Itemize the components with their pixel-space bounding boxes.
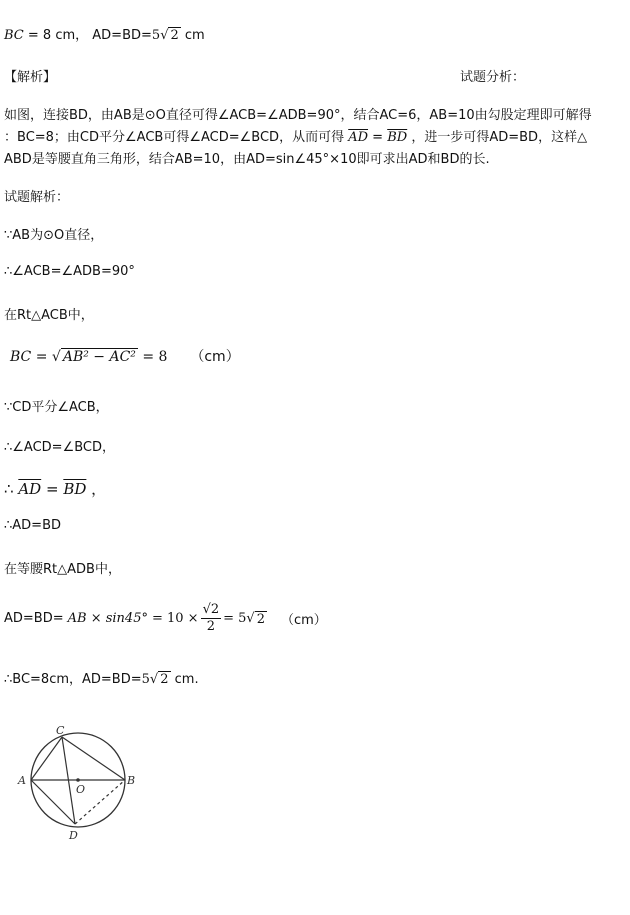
step-6: ∴∠ACD=∠BCD，: [4, 440, 116, 455]
step-11-radicand: 2: [160, 672, 169, 687]
step-7-comma: ，: [91, 480, 107, 498]
step-7-therefore: ∴: [4, 480, 14, 498]
step-4-sqrt-symbol: √: [51, 349, 61, 365]
step-7-arc-bd: $\overline{BD}$: [63, 480, 87, 498]
step-10-eq2: = 5: [223, 611, 247, 626]
answer-bc-value: = 8 cm，: [27, 28, 89, 43]
step-10-formula: [4, 602, 327, 635]
label-a: A: [18, 774, 26, 787]
analysis-arc-ad: $\overline{AD}$: [348, 130, 369, 145]
step-10-numerator: √2: [202, 602, 220, 617]
segment-ad: [31, 780, 75, 824]
step-4-formula: [10, 346, 240, 366]
step-9: 在等腰Rt△ADB中，: [4, 562, 121, 577]
step-5: ∵CD平分∠ACB，: [4, 400, 109, 415]
label-c: C: [56, 724, 65, 737]
step-10-unit: （cm）: [281, 613, 327, 628]
analysis-arc-bd: $\overline{BD}$: [387, 130, 408, 145]
step-10-sqrt-symbol: √: [246, 611, 255, 626]
step-7-equals: =: [45, 480, 59, 498]
label-o: O: [76, 783, 86, 796]
step-10-prefix: AD=BD=: [4, 611, 64, 626]
step-10-eq1: = 10 ×: [151, 611, 199, 626]
segment-cb: [62, 737, 125, 780]
jiexi-heading: 【解析】: [4, 70, 57, 85]
answer-line: [4, 24, 205, 43]
step-7-arc-ad: $\overline{AD}$: [18, 480, 42, 498]
label-d: D: [69, 829, 78, 842]
answer-adbd-coef: 5: [151, 28, 161, 43]
step-11: [4, 668, 199, 687]
label-b: B: [127, 774, 136, 787]
shiti-fenxi-heading: 试题分析：: [460, 70, 526, 85]
analysis-line-1: 如图，连接BD，由AB是⊙O直径可得∠ACB=∠ADB=90°，结合AC=6，AB=10由勾股定理即可解得: [4, 108, 592, 123]
step-4-unit: （cm）: [190, 349, 240, 365]
answer-adbd-radicand: 2: [170, 28, 179, 43]
step-4-result: = 8: [142, 349, 168, 365]
analysis-line-3: ABD是等腰直角三角形，结合AB=10，由AD=sin∠45°×10即可求出AD和BD的长.: [4, 152, 490, 167]
step-1: ∵AB为⊙O直径，: [4, 228, 104, 243]
circle-geometry-diagram: [10, 718, 160, 848]
analysis-line-2-end: ，进一步可得AD=BD，这样△: [411, 130, 588, 145]
step-10-fraction: [201, 602, 222, 635]
center-point-o: [76, 778, 80, 782]
analysis-line-2-start: ：BC=8；由CD平分∠ACB可得∠ACD=∠BCD，从而可得: [4, 130, 345, 145]
step-11-unit: cm.: [174, 672, 199, 687]
answer-adbd-label: AD=BD=: [92, 28, 152, 43]
step-7: [4, 478, 106, 499]
step-10-radicand: 2: [256, 611, 265, 627]
step-10-denominator: 2: [206, 619, 215, 634]
analysis-arc-equals: =: [372, 130, 384, 145]
step-10-expression: AB × sin45°: [67, 611, 148, 626]
step-2: ∴∠ACB=∠ADB=90°: [4, 264, 135, 279]
step-11-sqrt-symbol: √: [149, 672, 159, 687]
step-3: 在Rt△ACB中，: [4, 308, 94, 323]
step-11-coef: 5: [141, 672, 150, 687]
step-4-radicand: AB² − AC²: [62, 349, 136, 365]
step-4-lhs: BC: [10, 349, 32, 365]
shiti-jiexi-heading: 试题解析：: [4, 190, 70, 205]
answer-sqrt-symbol: √: [160, 28, 169, 43]
analysis-line-2: [4, 126, 587, 145]
step-8: ∴AD=BD: [4, 518, 61, 533]
answer-adbd-unit: cm: [184, 28, 205, 43]
step-11-prefix: ∴BC=8cm，AD=BD=: [4, 672, 142, 687]
answer-bc-label: BC: [4, 28, 24, 43]
step-4-equals: =: [35, 349, 48, 365]
